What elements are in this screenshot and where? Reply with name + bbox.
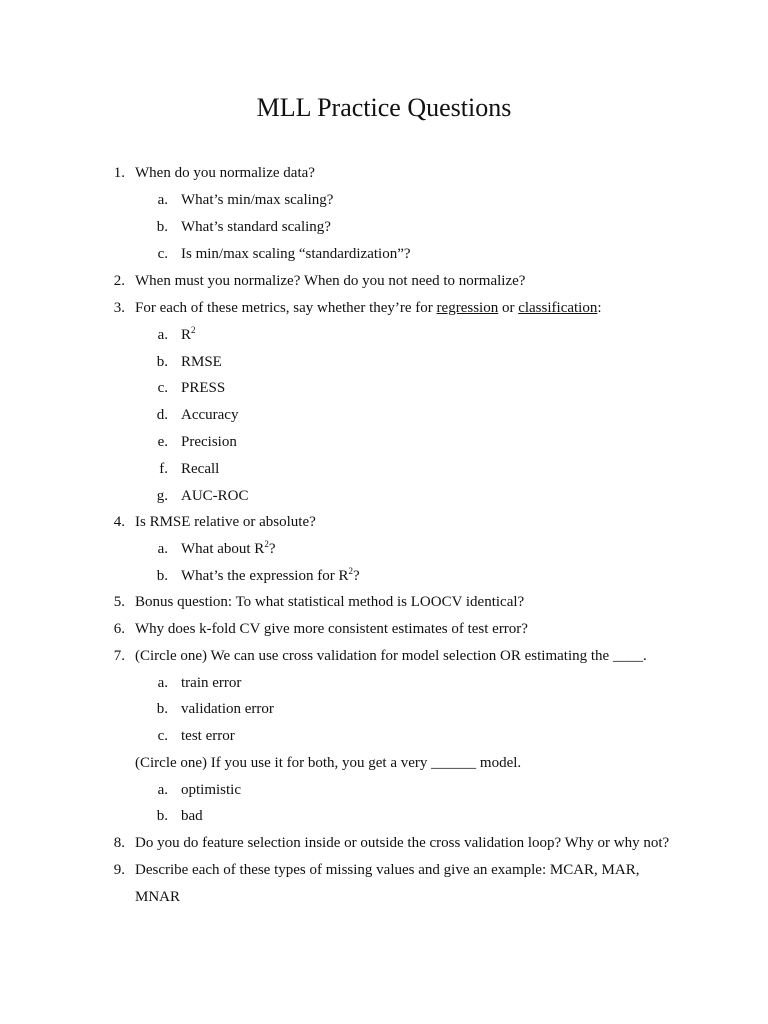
sub-letter: a. xyxy=(157,192,168,208)
sub-text-main: R xyxy=(181,327,192,343)
sub-text: PRESS xyxy=(181,380,226,396)
sub-letter: b. xyxy=(156,354,168,370)
sub-letter: a. xyxy=(157,327,168,343)
question-number: 8. xyxy=(113,835,125,851)
sub-text-after: ? xyxy=(352,568,360,584)
sub-text xyxy=(181,567,360,585)
sub-letter: d. xyxy=(156,407,168,423)
text-post: : xyxy=(597,300,602,316)
sub-text: What’s min/max scaling? xyxy=(181,192,334,208)
question-number: 7. xyxy=(113,648,125,664)
question-number: 1. xyxy=(113,165,125,181)
question-text: Do you do feature selection inside or outside the cross validation loop? Why or why not? xyxy=(135,835,670,851)
followup-text: (Circle one) If you use it for both, you get a very ______ model. xyxy=(135,755,522,771)
sub-text: Accuracy xyxy=(181,407,239,423)
sub-letter: b. xyxy=(156,808,168,824)
question-number: 3. xyxy=(113,300,125,316)
sub-text: test error xyxy=(181,728,235,744)
page-title: MLL Practice Questions xyxy=(256,93,512,122)
question-number: 4. xyxy=(113,514,125,530)
sub-text: Is min/max scaling “standardization”? xyxy=(181,246,411,262)
question-text: Bonus question: To what statistical method is LOOCV identical? xyxy=(135,594,525,610)
sub-text-main: What about R xyxy=(181,541,265,557)
question-number: 6. xyxy=(113,621,125,637)
sub-text: optimistic xyxy=(181,782,241,798)
text-mid: or xyxy=(498,300,519,316)
text-pre: For each of these metrics, say whether they’re for xyxy=(135,300,437,316)
sub-letter: a. xyxy=(157,675,168,691)
sub-text: RMSE xyxy=(181,354,222,370)
sub-letter: a. xyxy=(157,782,168,798)
sub-text-main: What’s the expression for R xyxy=(181,568,349,584)
sub-text: Recall xyxy=(181,461,220,477)
sub-letter: c. xyxy=(157,728,168,744)
question-text xyxy=(135,299,602,317)
sub-letter: a. xyxy=(157,541,168,557)
superscript: 2 xyxy=(264,539,269,549)
sub-letter: e. xyxy=(157,434,168,450)
sub-letter: b. xyxy=(156,568,168,584)
sub-text: AUC-ROC xyxy=(181,488,249,504)
sub-letter: b. xyxy=(156,701,168,717)
question-text: Why does k-fold CV give more consistent estimates of test error? xyxy=(135,621,528,637)
superscript: 2 xyxy=(191,325,196,335)
term-regression: regression xyxy=(436,300,499,316)
question-text: When do you normalize data? xyxy=(135,165,315,181)
question-text: (Circle one) We can use cross validation for model selection OR estimating the ____. xyxy=(135,648,647,664)
sub-letter: c. xyxy=(157,380,168,396)
sub-text xyxy=(181,326,196,344)
term-classification: classification xyxy=(518,300,598,316)
sub-text: train error xyxy=(181,675,242,691)
question-text-continued: MNAR xyxy=(135,889,181,905)
superscript: 2 xyxy=(348,566,353,576)
sub-text-after: ? xyxy=(268,541,276,557)
sub-text: bad xyxy=(181,808,203,824)
question-number: 2. xyxy=(113,273,125,289)
sub-letter: b. xyxy=(156,219,168,235)
question-text: When must you normalize? When do you not need to normalize? xyxy=(135,273,526,289)
question-text: Describe each of these types of missing values and give an example: MCAR, MAR, xyxy=(135,862,640,878)
sub-letter: c. xyxy=(157,246,168,262)
question-number: 5. xyxy=(113,594,125,610)
sub-text: What’s standard scaling? xyxy=(181,219,331,235)
sub-letter: g. xyxy=(156,488,168,504)
question-text: Is RMSE relative or absolute? xyxy=(135,514,316,530)
sub-letter: f. xyxy=(159,461,168,477)
question-number: 9. xyxy=(113,862,125,878)
sub-text: Precision xyxy=(181,434,237,450)
sub-text xyxy=(181,540,276,558)
sub-text: validation error xyxy=(181,701,274,717)
